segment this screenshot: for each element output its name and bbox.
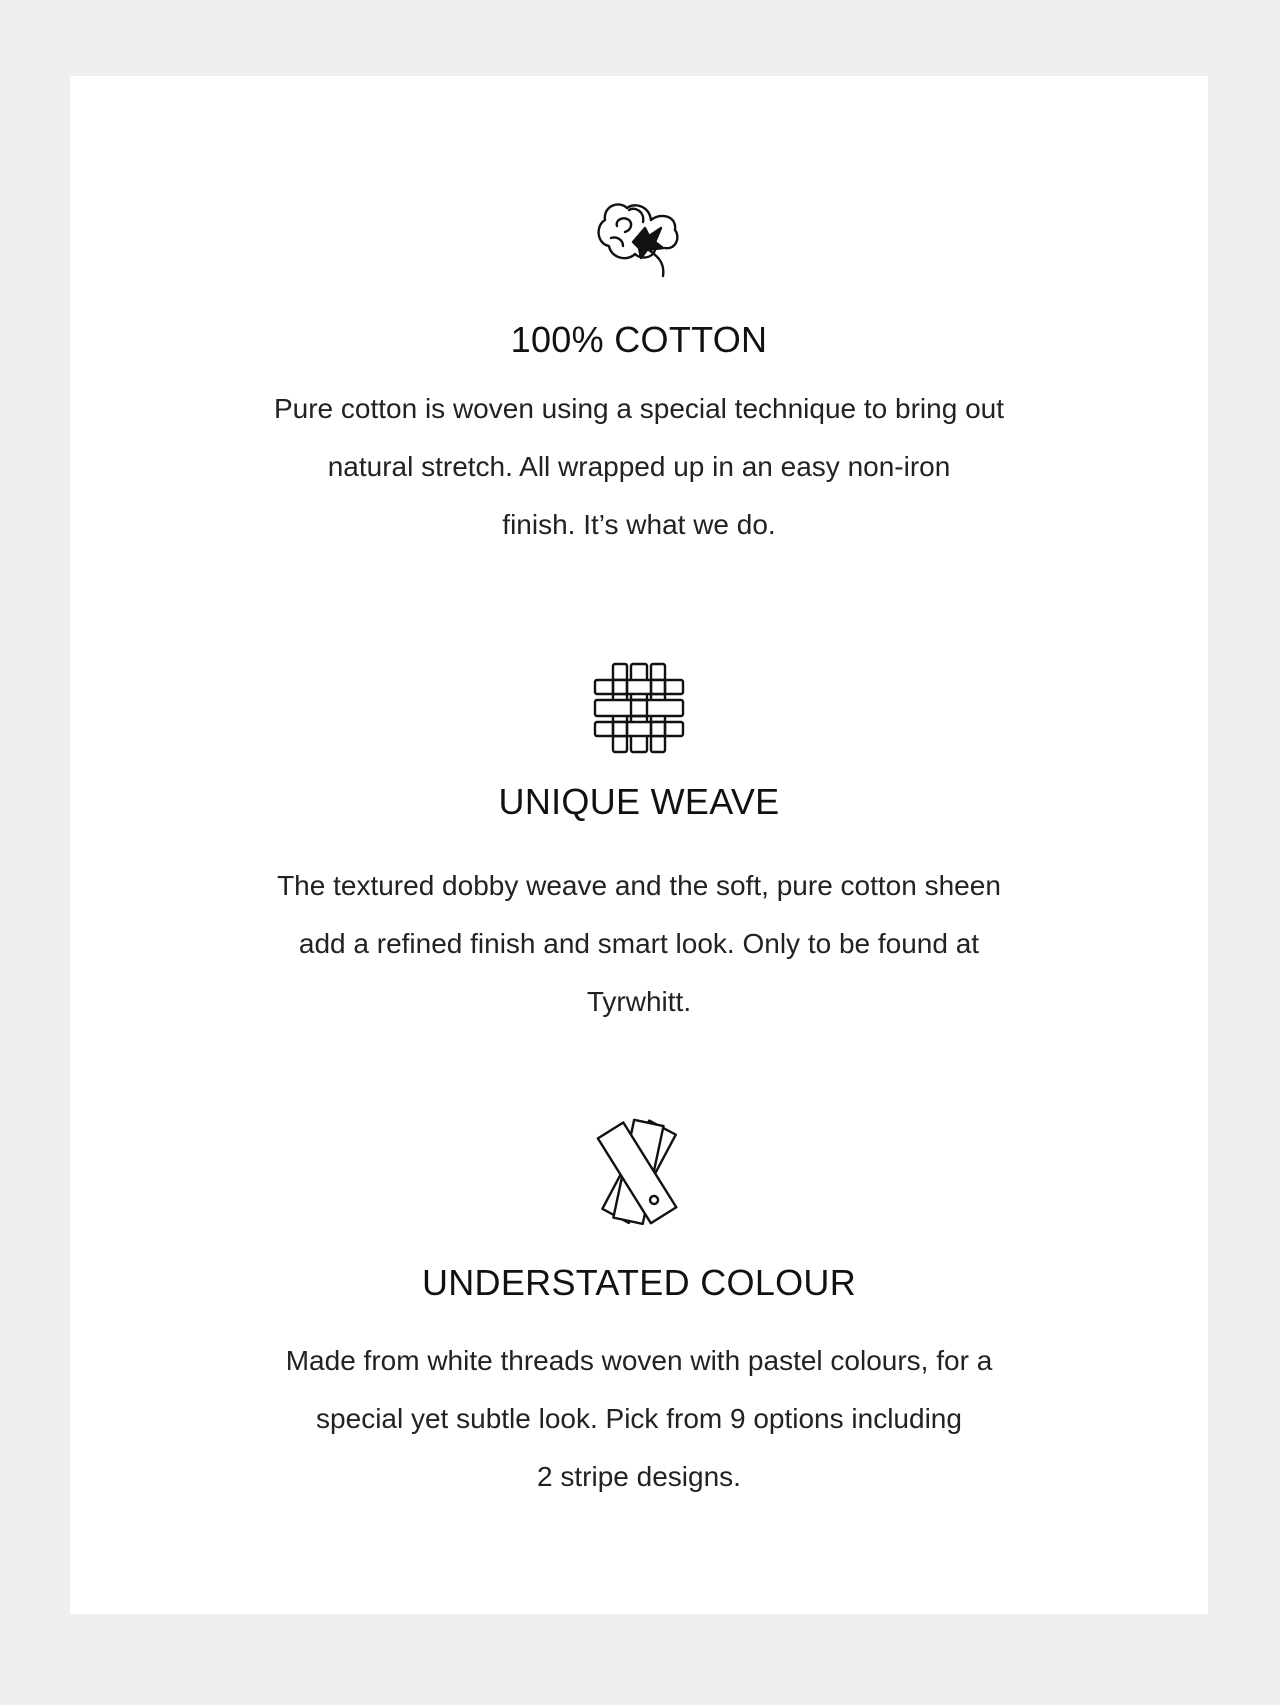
feature-description: The textured dobby weave and the soft, pure cotton sheen add a refined finish and smart look. Only to be found at Tyrwhitt. <box>277 870 1001 1017</box>
feature-description: Pure cotton is woven using a special technique to bring out natural stretch. All wrapped up in an easy non-iron finish. It’s what we do. <box>273 393 1004 540</box>
feature-title: UNDERSTATED COLOUR <box>421 1262 857 1303</box>
weave-icon <box>591 660 687 756</box>
feature-title: UNIQUE WEAVE <box>498 781 780 822</box>
feature-description: Made from white threads woven with pastel colours, for a special yet subtle look. Pick from 9 options including 2 stripe designs. <box>285 1345 993 1492</box>
cotton-boll-icon <box>589 186 689 286</box>
feature-title: 100% COTTON <box>510 319 768 360</box>
colour-swatches-icon <box>577 1112 701 1236</box>
feature-card <box>70 76 1208 1614</box>
